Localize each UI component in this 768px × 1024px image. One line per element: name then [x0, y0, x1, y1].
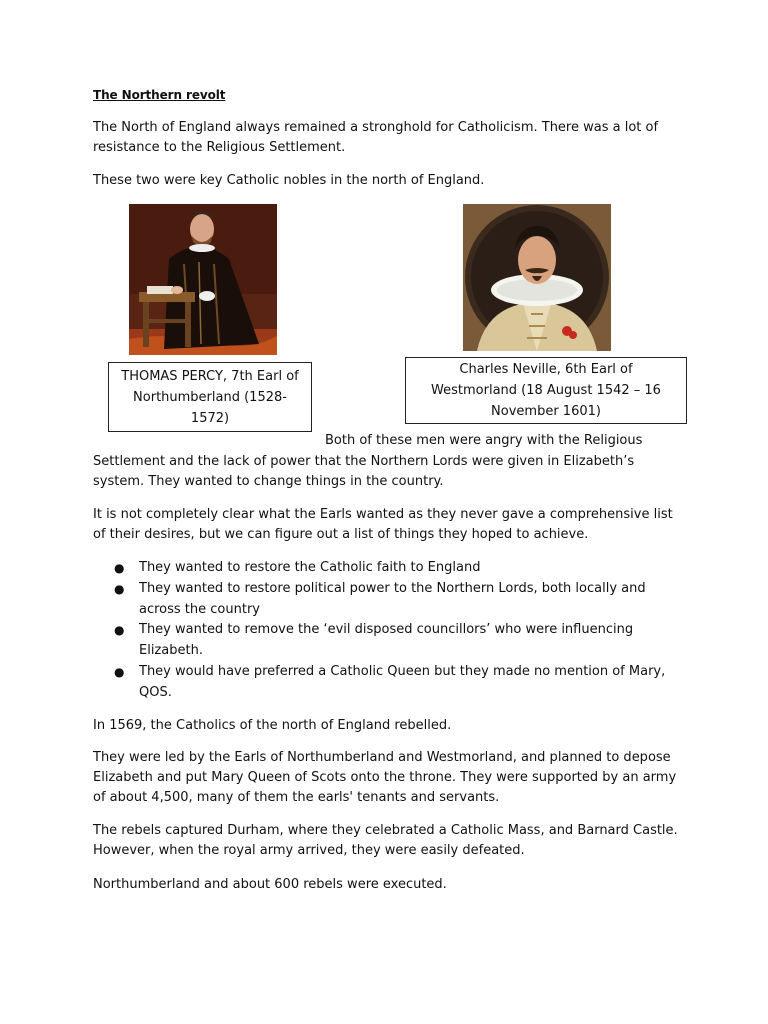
neville-caption-box: [405, 357, 687, 424]
charles-neville-portrait: [463, 204, 611, 351]
list-item: ● They would have preferred a Catholic Queen but they made no mention of Mary, QOS.: [114, 663, 666, 700]
aims-list: [93, 558, 683, 704]
page-title: The Northern revolt: [93, 88, 226, 102]
leaders-paragraph: They were led by the Earls of Northumberland and Westmorland, and planned to depose Elizabeth and put Mary Queen of Scots onto the throne. They were supported by an army of about 4,500, many of them the earls' tenants and servants.: [93, 750, 677, 805]
bullet-icon: ●: [114, 664, 125, 679]
rebellion-paragraph: In 1569, the Catholics of the north of England rebelled.: [93, 718, 452, 733]
nobles-intro-paragraph: These two were key Catholic nobles in the north of England.: [93, 173, 485, 188]
list-item: ● They wanted to restore political power to the Northern Lords, both locally and across the country: [114, 580, 646, 617]
bullet-icon: ●: [114, 561, 125, 575]
bullet-icon: ●: [114, 623, 125, 638]
percy-caption-box: [108, 362, 312, 432]
neville-caption-text: Charles Neville, 6th Earl of Westmorland (18 August 1542 – 16 November 1601): [431, 362, 661, 419]
bullet-icon: ●: [114, 581, 125, 596]
list-item: ● They wanted to restore the Catholic faith to England: [93, 558, 683, 579]
percy-caption-text: THOMAS PERCY, 7th Earl of Northumberland (1528-1572): [121, 368, 299, 426]
outcome-paragraph: The rebels captured Durham, where they celebrated a Catholic Mass, and Barnard Castle. However, when the royal army arrived, they were easily defeated.: [93, 823, 678, 858]
aims-intro-paragraph: It is not completely clear what the Earls wanted as they never gave a comprehensive list of their desires, but we can figure out a list of things they hoped to achieve.: [93, 507, 673, 542]
angry-paragraph-text: Both of these men were angry with the Religious Settlement and the lack of power that the Northern Lords were given in Elizabeth’s system. They wanted to change things in the country.: [93, 433, 643, 489]
list-item: ● They wanted to remove the ‘evil disposed councillors’ who were influencing Elizabeth.: [114, 622, 634, 659]
thomas-percy-portrait: [129, 204, 277, 355]
executions-paragraph: Northumberland and about 600 rebels were executed.: [93, 877, 447, 892]
angry-paragraph: [93, 431, 683, 493]
intro-paragraph: The North of England always remained a stronghold for Catholicism. There was a lot of resistance to the Religious Settlement.: [93, 120, 659, 155]
